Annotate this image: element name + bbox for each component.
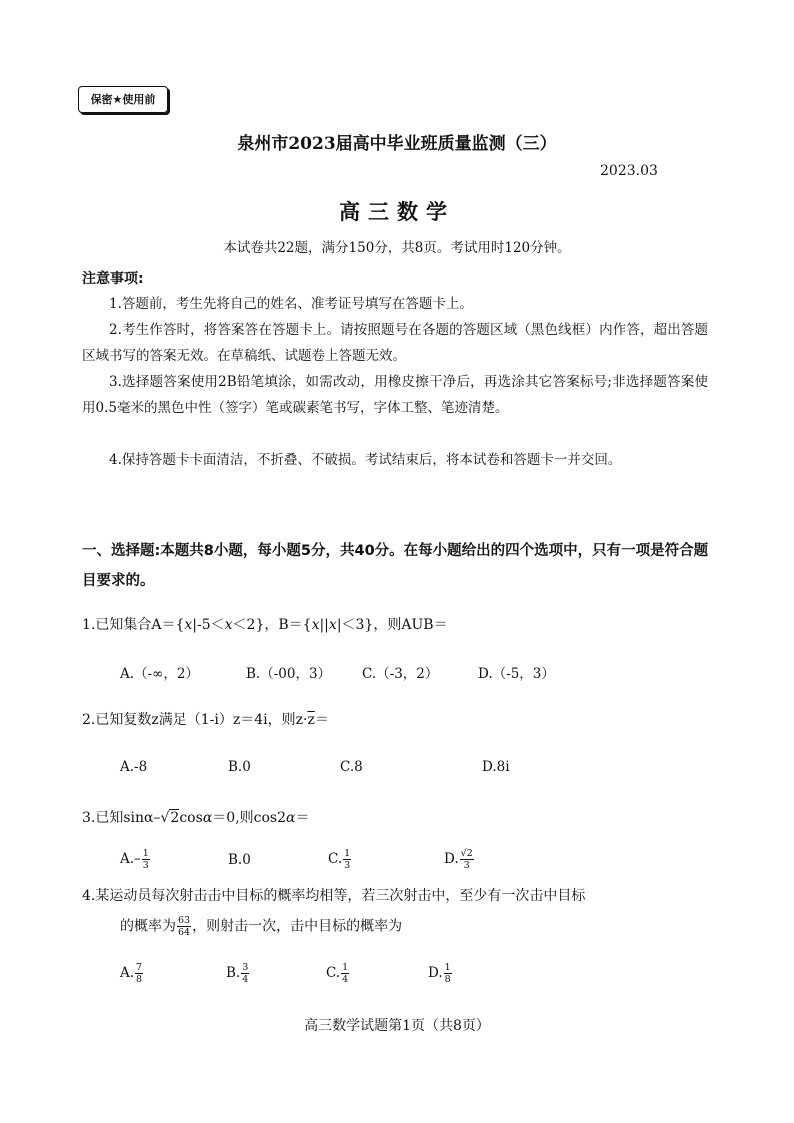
q4-option-a: A. $\frac{7}{8}$	[120, 962, 143, 985]
subject-title: 高三数学	[339, 199, 455, 224]
sqrt-2: √2	[160, 810, 180, 826]
q1-option-d: D.（-5，3）	[478, 666, 555, 682]
paper-info: 本试卷共22题，满分150分，共8页。考试用时120分钟。	[223, 240, 571, 256]
question-4-line-2: 的概率为 $\frac{63}{64}$ ，则射击一次，击中目标的概率为	[120, 915, 403, 938]
notice-item-1: 1.答题前，考生先将自己的姓名、准考证号填写在答题卡上。	[109, 296, 473, 312]
q4-option-d: D. $\frac{1}{8}$	[428, 962, 451, 985]
z-conjugate: $\overline{z}$	[307, 712, 315, 728]
page-footer: 高三数学试题第1页（共8页）	[304, 1018, 490, 1034]
exam-date: 2023.03	[600, 163, 658, 179]
q4-option-b: B. $\frac{3}{4}$	[226, 962, 249, 985]
q2-option-c: C.8	[340, 759, 363, 775]
question-4: 4.某运动员每次射击击中目标的概率均相等，若三次射击中，至少有一次击中目标	[82, 888, 586, 904]
q3-option-a: A.– $\frac{1}{3}$	[120, 848, 149, 871]
q2-option-a: A.-8	[120, 759, 148, 775]
q1-option-b: B.（-00，3）	[246, 666, 332, 682]
q4-option-c: C. $\frac{1}{4}$	[326, 962, 349, 985]
q1-option-c: C.（-3，2）	[362, 666, 439, 682]
notice-item-3: 3.选择题答案使用2B铅笔填涂，如需改动，用橡皮擦干净后，再选涂其它答案标号;非选择题答案使用0.5毫米的黑色中性（签字）笔或碳素笔书写，字体工整、笔迹清楚。	[82, 374, 708, 416]
q2-option-d: D.8i	[482, 759, 510, 775]
q3-option-d: D. $\frac{√2}{3}$	[444, 848, 473, 871]
section-heading: 一、选择题:本题共8小题，每小题5分，共40分。在每小题给出的四个选项中，只有一项是符合题目要求的。	[82, 543, 709, 589]
question-3: 3.已知sinα–√2cosα＝0,则cos2α＝	[82, 810, 310, 826]
notice-item-2: 2.考生作答时，将答案答在答题卡上。请按照题号在各题的答题区域（黑色线框）内作答，超出答题区域书写的答案无效。在草稿纸、试题卷上答题无效。	[82, 322, 708, 364]
q3-option-b: B.0	[228, 852, 251, 868]
notice-item-4: 4.保持答题卡卡面清洁，不折叠、不破损。考试结束后，将本试卷和答题卡一并交回。	[109, 452, 622, 468]
confidential-stamp: 保密★使用前	[78, 86, 168, 113]
q1-option-a: A.（-∞，2）	[120, 666, 199, 682]
notice-title: 注意事项:	[82, 271, 144, 287]
question-1: 1.已知集合A＝{x|-5＜x＜2}，B＝{x||x|＜3}，则AUB＝	[82, 617, 448, 633]
q3-option-c: C. $\frac{1}{3}$	[328, 848, 351, 871]
question-2: 2.已知复数z满足（1-i）z＝4i，则$z\cdot\overline{z}=$	[82, 712, 329, 728]
q2-option-b: B.0	[228, 759, 251, 775]
exam-title: 泉州市2023届高中毕业班质量监测（三）	[237, 134, 557, 154]
